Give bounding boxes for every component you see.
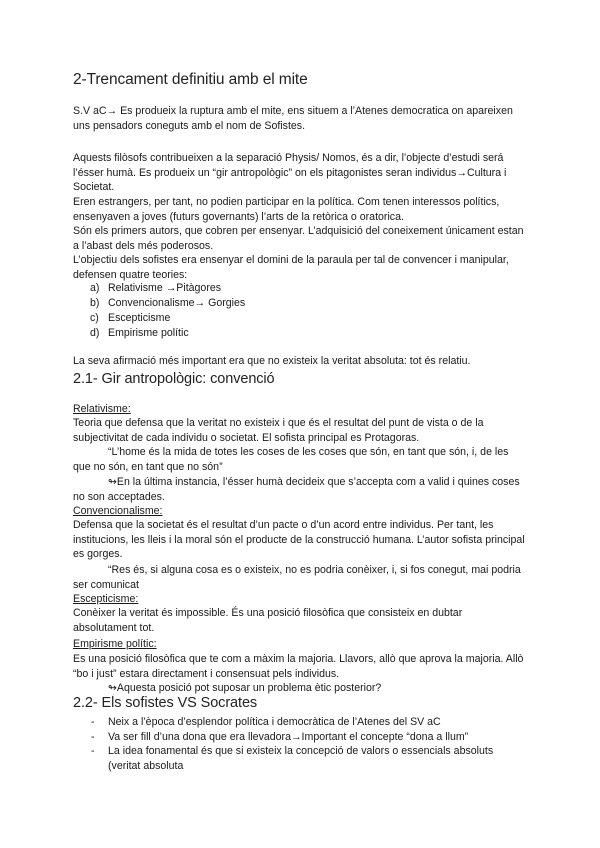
- socrates-list: [73, 715, 528, 773]
- convencionalisme-label: Convencionalisme:: [73, 505, 163, 517]
- intro-paragraph-2: Aquests filòsofs contribueixen a la separació Physis/ Nomos, és a dir, l’objecte d’estudi será l’ésser humà. Es produeix un “gir antropològic” on els pitagonistes seran individus→Cultura i Societat.: [73, 152, 507, 194]
- convencionalisme-quote: “Res és, si alguna cosa es o existeix, no es podria conèixer, i, si fos conegut, mai podria ser comunicat: [73, 564, 521, 591]
- list-item: b) Convencionalisme→ Gorgies: [90, 297, 246, 309]
- section-heading-2-2: 2.2- Els sofistes VS Socrates: [73, 695, 258, 711]
- empirisme-note: ↬Aquesta posició pot suposar un problema ètic posterior?: [108, 682, 382, 694]
- intro-paragraph-6: La seva afirmació més important era que no existeix la veritat absoluta: tot és relatiu.: [73, 355, 471, 367]
- section-heading-2-1: 2.1- Gir antropològic: convenció: [73, 371, 275, 387]
- list-item: - La idea fonamental és que si existeix la concepció de valors o essencials absoluts (veritat absoluta: [91, 745, 494, 772]
- convencionalisme-text: Defensa que la societat és el resultat d’un pacte o d’un acord entre individus. Per tant, les institucions, les lleis i la moral són el producte de la construcció humana. L’autor sofista principal es gorges.: [73, 519, 525, 561]
- relativisme-quote: “L’home és la mida de totes les coses de les coses que són, en tant que són, i, de les que no són, en tant que no són”: [73, 446, 509, 473]
- empirisme-text: Es una posició filosòfica que te com a màxim la majoria. Llavors, allò que aprova la majoria. Allò “bo i just” estara directament i consensuat pels individus.: [73, 653, 524, 680]
- list-item: - Neix a l’època d’esplendor política i democràtica de l’Atenes del SV aC: [91, 716, 441, 728]
- intro-paragraph-4: Són els primers autors, que cobren per ensenyar. L’adquisició del coneixement únicament estan a l’abast dels més poderosos.: [73, 225, 524, 252]
- relativisme-label: Relativisme:: [73, 403, 131, 415]
- relativisme-text: Teoria que defensa que la veritat no existeix i que és el resultat del punt de vista o de la subjectivitat de cada individu o societat. El sofista principal es Protagoras.: [73, 417, 484, 444]
- list-item: - Va ser fill d’una dona que era llevadora→Important el concepte “dona a llum”: [91, 730, 469, 743]
- list-item: d) Empirisme polític: [90, 327, 189, 339]
- intro-paragraph-5: L’objectiu dels sofistes era ensenyar el domini de la paraula per tal de convencer i manipular, defensen quatre teories:: [73, 254, 509, 281]
- page-title: 2-Trencament definitiu amb el mite: [73, 71, 308, 88]
- list-item: a) Relativisme →Pitàgores: [90, 282, 222, 294]
- escepticisme-label: Escepticisme:: [73, 593, 139, 605]
- escepticisme-text: Conèixer la veritat és impossible. És una posició filosòfica que consisteix en dubtar absolutament tot.: [73, 607, 463, 634]
- relativisme-note: ↬En la última instancia, l’ésser humà decideix que s’accepta com a valid i quines coses no son acceptades.: [73, 476, 520, 503]
- theories-list: [73, 281, 245, 341]
- empirisme-label: Empirisme polític:: [73, 638, 157, 650]
- intro-paragraph-1: S.V aC→ Es produeix la ruptura amb el mite, ens situem a l’Atenes democratica on apareixen uns pensadors coneguts amb el nom de Sofistes.: [73, 105, 513, 132]
- intro-paragraph-3: Eren estrangers, per tant, no podien participar en la política. Com tenen interessos polítics, ensenyaven a joves (futurs governants) l’arts de la retòrica o oratorica.: [73, 196, 500, 223]
- list-item: c) Escepticisme: [90, 312, 171, 324]
